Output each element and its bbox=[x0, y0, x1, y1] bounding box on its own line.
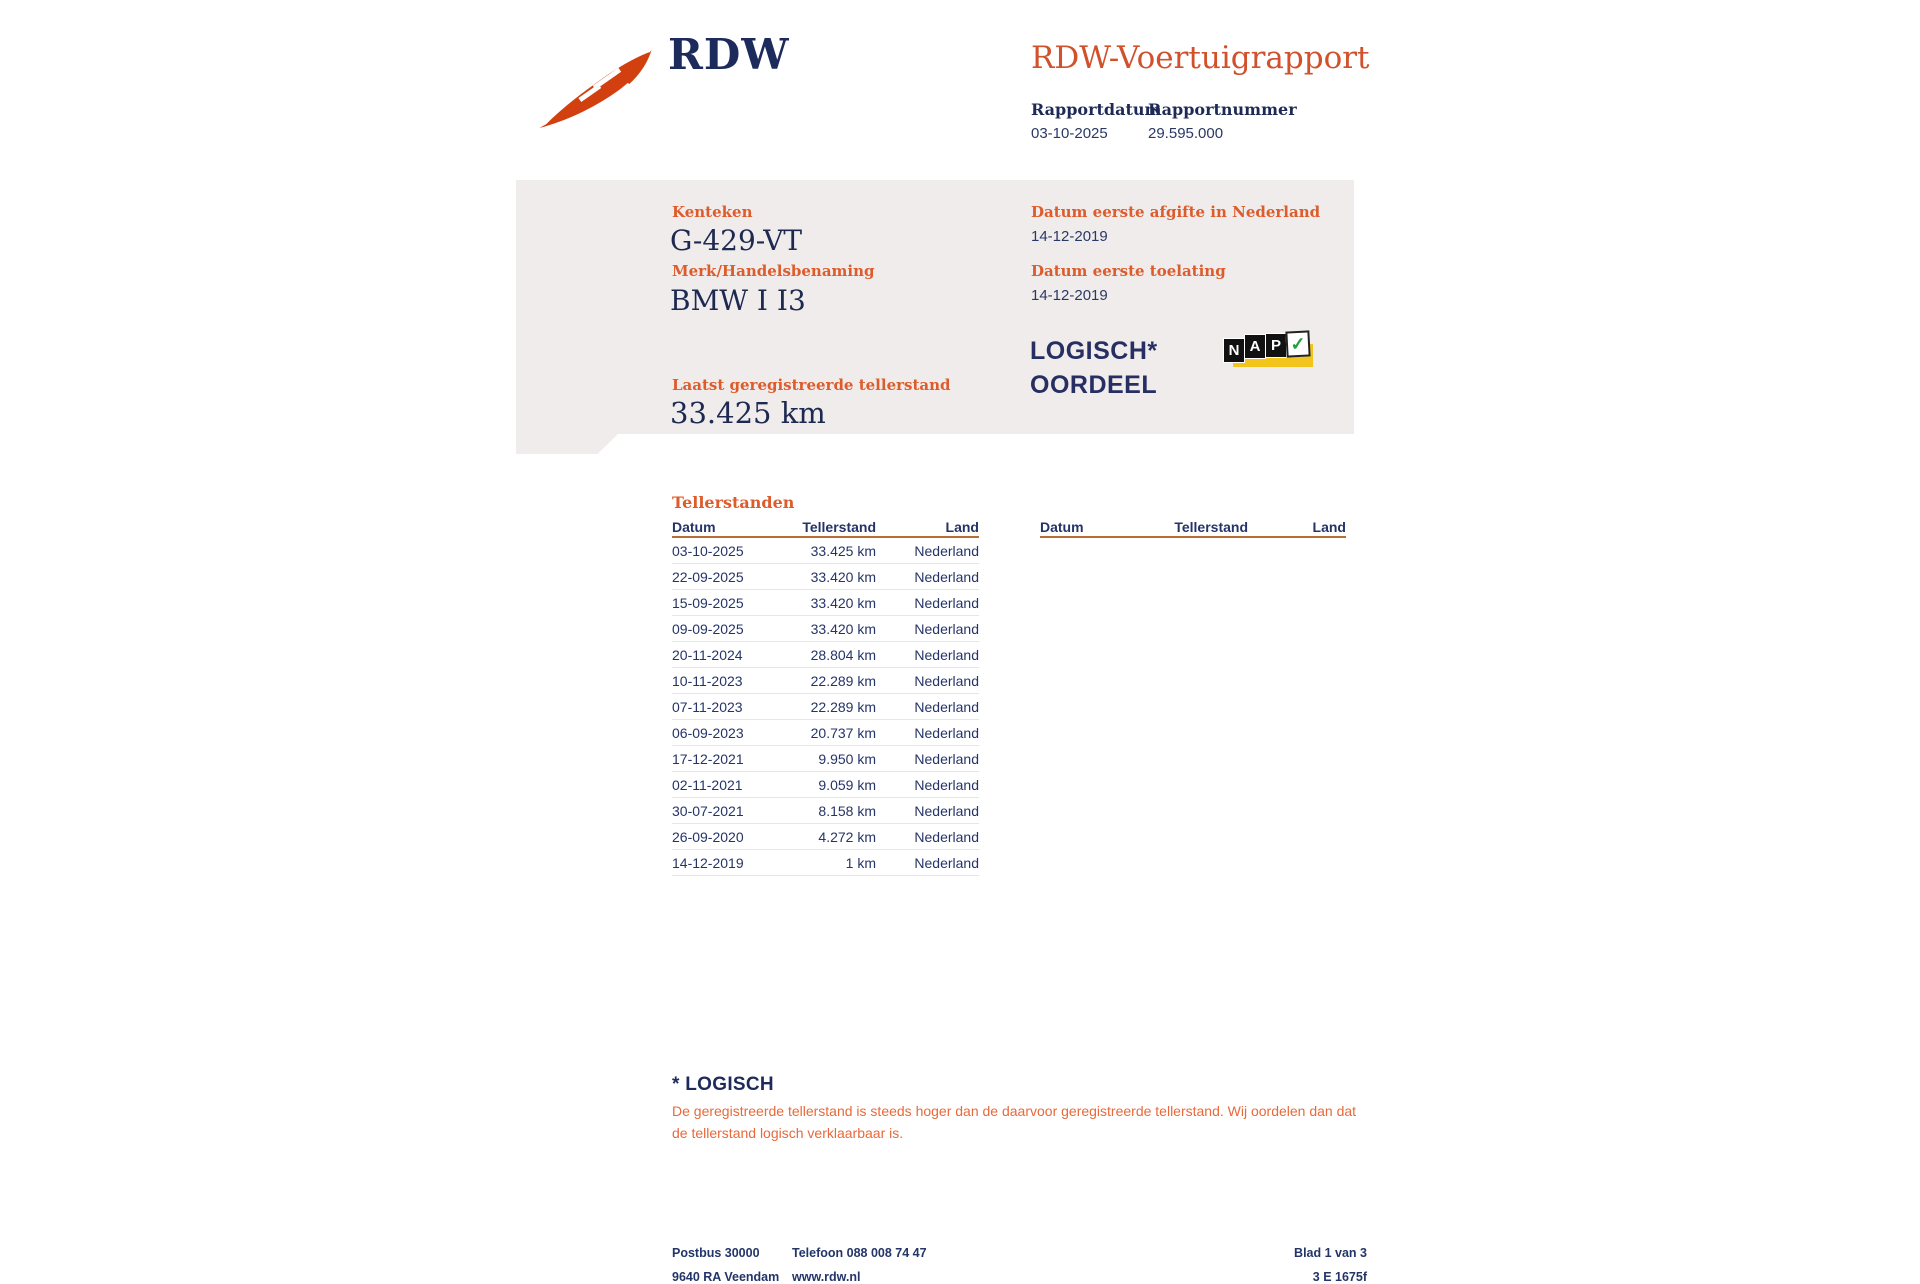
datum-eerste-toelating-value: 14-12-2019 bbox=[1031, 287, 1108, 304]
tellerstanden-table-right bbox=[1040, 517, 1346, 538]
table-row bbox=[672, 850, 979, 876]
cell-land: Nederland bbox=[914, 646, 979, 663]
rapportnummer-label: Rapportnummer bbox=[1148, 100, 1297, 119]
datum-eerste-toelating-label: Datum eerste toelating bbox=[1031, 262, 1226, 280]
logisch-note-heading: * LOGISCH bbox=[672, 1074, 774, 1095]
cell-datum: 22-09-2025 bbox=[672, 568, 744, 585]
table-row bbox=[672, 538, 979, 564]
cell-tellerstand: 22.289 km bbox=[810, 698, 876, 715]
cell-datum: 09-09-2025 bbox=[672, 620, 744, 637]
cell-datum: 07-11-2023 bbox=[672, 698, 743, 715]
rdw-logo-text: RDW bbox=[668, 30, 790, 79]
footer-page-indicator: Blad 1 van 3 bbox=[1294, 1246, 1367, 1260]
datum-eerste-afgifte-label: Datum eerste afgifte in Nederland bbox=[1031, 203, 1321, 221]
oordeel-text bbox=[1030, 334, 1158, 402]
nap-letter-p: P bbox=[1265, 333, 1287, 358]
cell-datum: 06-09-2023 bbox=[672, 724, 744, 741]
tellerstanden-table-left bbox=[672, 517, 979, 876]
table-row bbox=[672, 694, 979, 720]
cell-tellerstand: 8.158 km bbox=[818, 802, 876, 819]
cell-land: Nederland bbox=[914, 750, 979, 767]
cell-land: Nederland bbox=[914, 724, 979, 741]
table-row bbox=[672, 720, 979, 746]
table-row bbox=[672, 590, 979, 616]
column-header-tellerstand: Tellerstand bbox=[1174, 518, 1248, 535]
table-header-row bbox=[1040, 517, 1346, 538]
nap-letter-n: N bbox=[1223, 338, 1245, 363]
report-title: RDW-Voertuigrapport bbox=[1031, 40, 1370, 76]
cell-land: Nederland bbox=[914, 568, 979, 585]
footer-address-line1: Postbus 30000 bbox=[672, 1246, 760, 1260]
footer-doc-code: 3 E 1675f bbox=[1312, 1270, 1367, 1284]
cell-datum: 03-10-2025 bbox=[672, 542, 744, 559]
cell-tellerstand: 20.737 km bbox=[810, 724, 876, 741]
table-row bbox=[672, 798, 979, 824]
cell-land: Nederland bbox=[914, 594, 979, 611]
oordeel-line1: LOGISCH* bbox=[1030, 337, 1158, 365]
table-row bbox=[672, 824, 979, 850]
footer-website: www.rdw.nl bbox=[792, 1270, 861, 1284]
rdw-wing-logo-icon bbox=[536, 50, 654, 130]
footer-address-line2: 9640 RA Veendam bbox=[672, 1270, 780, 1284]
rapportnummer-value: 29.595.000 bbox=[1148, 125, 1224, 142]
nap-check-icon: ✓ bbox=[1285, 330, 1310, 357]
kenteken-label: Kenteken bbox=[672, 203, 753, 221]
laatste-tellerstand-label: Laatst geregistreerde tellerstand bbox=[672, 376, 951, 394]
cell-datum: 20-11-2024 bbox=[672, 646, 743, 663]
datum-eerste-afgifte-value: 14-12-2019 bbox=[1031, 228, 1108, 245]
cell-land: Nederland bbox=[914, 620, 979, 637]
vehicle-summary-panel-tail bbox=[516, 434, 618, 454]
cell-land: Nederland bbox=[914, 802, 979, 819]
tellerstanden-section-title: Tellerstanden bbox=[672, 493, 795, 512]
cell-tellerstand: 33.425 km bbox=[810, 542, 876, 559]
cell-tellerstand: 33.420 km bbox=[810, 568, 876, 585]
cell-land: Nederland bbox=[914, 542, 979, 559]
laatste-tellerstand-value: 33.425 km bbox=[670, 396, 826, 430]
table-header-row bbox=[672, 517, 979, 538]
cell-datum: 26-09-2020 bbox=[672, 828, 744, 845]
cell-land: Nederland bbox=[914, 698, 979, 715]
cell-tellerstand: 1 km bbox=[845, 854, 876, 871]
logisch-note-body: De geregistreerde tellerstand is steeds hoger dan de daarvoor geregistreerde tellerstand. Wij oordelen dan dat de tellerstand logisch verklaarbaar is. bbox=[672, 1103, 1357, 1141]
nap-letter-a: A bbox=[1244, 334, 1266, 359]
merk-value: BMW I I3 bbox=[670, 284, 806, 317]
cell-tellerstand: 9.950 km bbox=[818, 750, 876, 767]
table-body bbox=[672, 538, 979, 876]
oordeel-line2: OORDEEL bbox=[1030, 371, 1158, 399]
table-row bbox=[672, 564, 979, 590]
cell-tellerstand: 9.059 km bbox=[818, 776, 876, 793]
cell-land: Nederland bbox=[914, 672, 979, 689]
cell-datum: 14-12-2019 bbox=[672, 854, 744, 871]
column-header-tellerstand: Tellerstand bbox=[802, 518, 876, 535]
cell-land: Nederland bbox=[914, 776, 979, 793]
cell-datum: 30-07-2021 bbox=[672, 802, 744, 819]
cell-tellerstand: 33.420 km bbox=[810, 620, 876, 637]
cell-tellerstand: 28.804 km bbox=[810, 646, 876, 663]
table-row bbox=[672, 642, 979, 668]
table-row bbox=[672, 746, 979, 772]
column-header-land: Land bbox=[945, 518, 979, 535]
table-row bbox=[672, 772, 979, 798]
column-header-land: Land bbox=[1312, 518, 1346, 535]
rapportdatum-label: Rapportdatum bbox=[1031, 100, 1162, 119]
column-header-datum: Datum bbox=[672, 518, 716, 535]
cell-land: Nederland bbox=[914, 828, 979, 845]
table-row bbox=[672, 616, 979, 642]
cell-tellerstand: 22.289 km bbox=[810, 672, 876, 689]
cell-tellerstand: 33.420 km bbox=[810, 594, 876, 611]
nap-logo bbox=[1223, 329, 1315, 371]
cell-datum: 17-12-2021 bbox=[672, 750, 744, 767]
cell-land: Nederland bbox=[914, 854, 979, 871]
table-row bbox=[672, 668, 979, 694]
merk-label: Merk/Handelsbenaming bbox=[672, 262, 875, 280]
cell-datum: 02-11-2021 bbox=[672, 776, 743, 793]
cell-datum: 10-11-2023 bbox=[672, 672, 743, 689]
footer-phone: Telefoon 088 008 74 47 bbox=[792, 1246, 927, 1260]
column-header-datum: Datum bbox=[1040, 518, 1084, 535]
cell-datum: 15-09-2025 bbox=[672, 594, 744, 611]
kenteken-value: G-429-VT bbox=[670, 224, 803, 257]
rapportdatum-value: 03-10-2025 bbox=[1031, 125, 1108, 142]
cell-tellerstand: 4.272 km bbox=[818, 828, 876, 845]
